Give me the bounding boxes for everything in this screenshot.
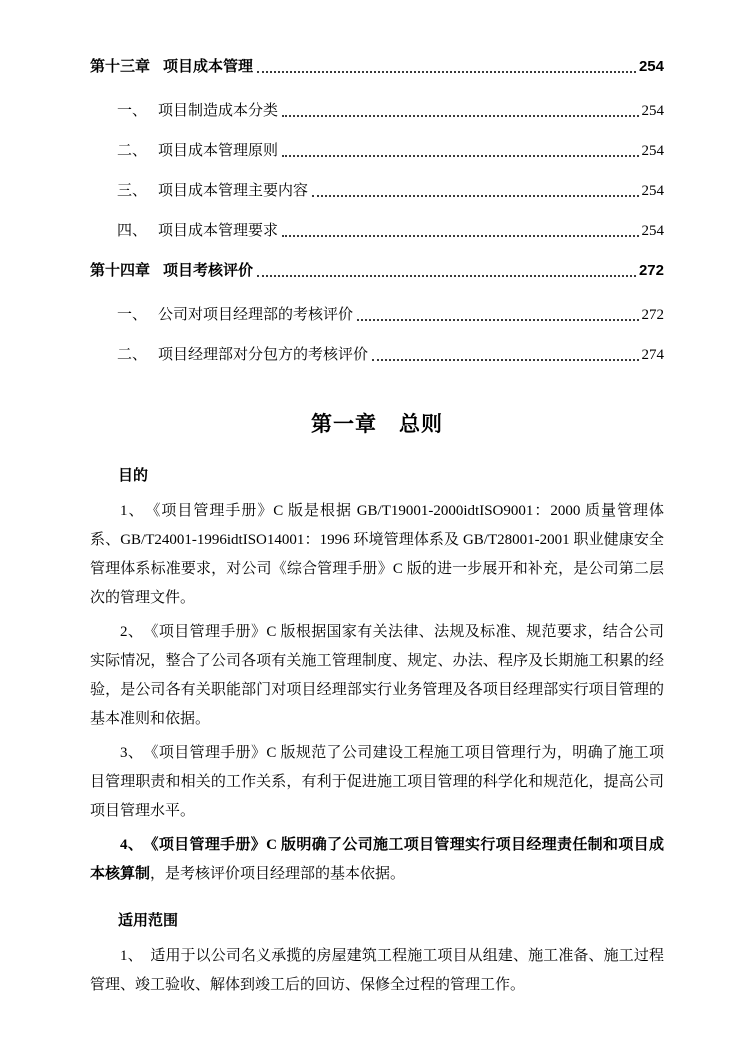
toc-entry-item[interactable] (90, 102, 664, 120)
toc-dot-leader (257, 71, 636, 73)
toc-entry-label: 项目考核评价 (163, 262, 254, 279)
paragraph-scope-1: 1、 适用于以公司名义承揽的房屋建筑工程施工项目从组建、施工准备、施工过程管理、竣工验收、解体到竣工后的回访、保修全过程的管理工作。 (90, 948, 664, 993)
toc-entry-number: 三、 (117, 183, 148, 199)
toc-entry-label: 项目成本管理原则 (158, 143, 279, 159)
toc-entry-page: 254 (641, 223, 664, 239)
toc-dot-leader (372, 359, 638, 361)
paragraph-purpose-3: 3、 《项目管理手册》C 版规范了公司建设工程施工项目管理行为，明确了施工项目管理职责和相关的工作关系，有利于促进施工项目管理的科学化和规范化，提高公司项目管理水平。 (90, 745, 664, 819)
toc-dot-leader (282, 115, 638, 117)
chapter-title: 第一章 总则 (311, 413, 443, 436)
toc-entry-item[interactable] (90, 306, 664, 324)
toc-dot-leader (357, 319, 638, 321)
toc-dot-leader (282, 235, 638, 237)
toc-entry-page: 272 (641, 307, 664, 323)
toc-entry-item[interactable] (90, 346, 664, 364)
paragraph-bold-run: 4、 《项目管理手册》C 版明确了公司施工项目管理实行项目经理责任制和项目成本核算制 (90, 837, 664, 882)
section-heading-scope: 适用范围 (118, 912, 179, 929)
toc-entry-label: 项目制造成本分类 (158, 103, 279, 119)
toc-entry-number: 一、 (117, 103, 148, 119)
toc-dot-leader (257, 275, 636, 277)
toc-entry-chapter-14[interactable] (90, 262, 664, 280)
toc-dot-leader (282, 155, 638, 157)
toc-entry-label: 项目经理部对分包方的考核评价 (158, 347, 369, 363)
toc-entry-number: 一、 (117, 307, 148, 323)
toc-entry-chapter-13[interactable] (90, 58, 664, 76)
toc-entry-page: 254 (638, 58, 664, 75)
toc-entry-item[interactable] (90, 142, 664, 160)
table-of-contents (90, 58, 664, 364)
document-body (90, 408, 664, 1000)
toc-entry-item[interactable] (90, 182, 664, 200)
toc-entry-label: 公司对项目经理部的考核评价 (158, 307, 354, 323)
toc-entry-number: 第十三章 (90, 58, 151, 75)
toc-entry-label: 项目成本管理主要内容 (158, 183, 309, 199)
toc-entry-label: 项目成本管理要求 (158, 223, 279, 239)
toc-entry-number: 二、 (117, 347, 148, 363)
toc-entry-page: 254 (641, 103, 664, 119)
paragraph-normal-run: ，是考核评价项目经理部的基本依据。 (150, 866, 406, 882)
toc-dot-leader (312, 195, 638, 197)
paragraph-purpose-4 (90, 831, 664, 889)
toc-entry-page: 274 (641, 347, 664, 363)
paragraph-purpose-1: 1、 《项目管理手册》C 版是根据 GB/T19001-2000idtISO9001：2000 质量管理体系、GB/T24001-1996idtISO14001：1996 环境管理体系及 GB/T28001-2001 职业健康安全管理体系标准要求，对公司《综合管理手册》C 版的进一步展开和补充，是公司第二层次的管理文件。 (90, 503, 664, 606)
section-heading-purpose: 目的 (118, 467, 149, 484)
toc-entry-number: 第十四章 (90, 262, 151, 279)
toc-entry-page: 272 (638, 262, 664, 279)
toc-entry-item[interactable] (90, 222, 664, 240)
toc-entry-number: 四、 (117, 223, 148, 239)
paragraph-purpose-2: 2、 《项目管理手册》C 版根据国家有关法律、法规及标准、规范要求，结合公司实际情况，整合了公司各项有关施工管理制度、规定、办法、程序及长期施工积累的经验，是公司各有关职能部门对项目经理部实行业务管理及各项目经理部实行项目管理的基本准则和依据。 (90, 624, 664, 727)
toc-entry-number: 二、 (117, 143, 148, 159)
toc-entry-label: 项目成本管理 (163, 58, 254, 75)
toc-entry-page: 254 (641, 183, 664, 199)
toc-entry-page: 254 (641, 143, 664, 159)
